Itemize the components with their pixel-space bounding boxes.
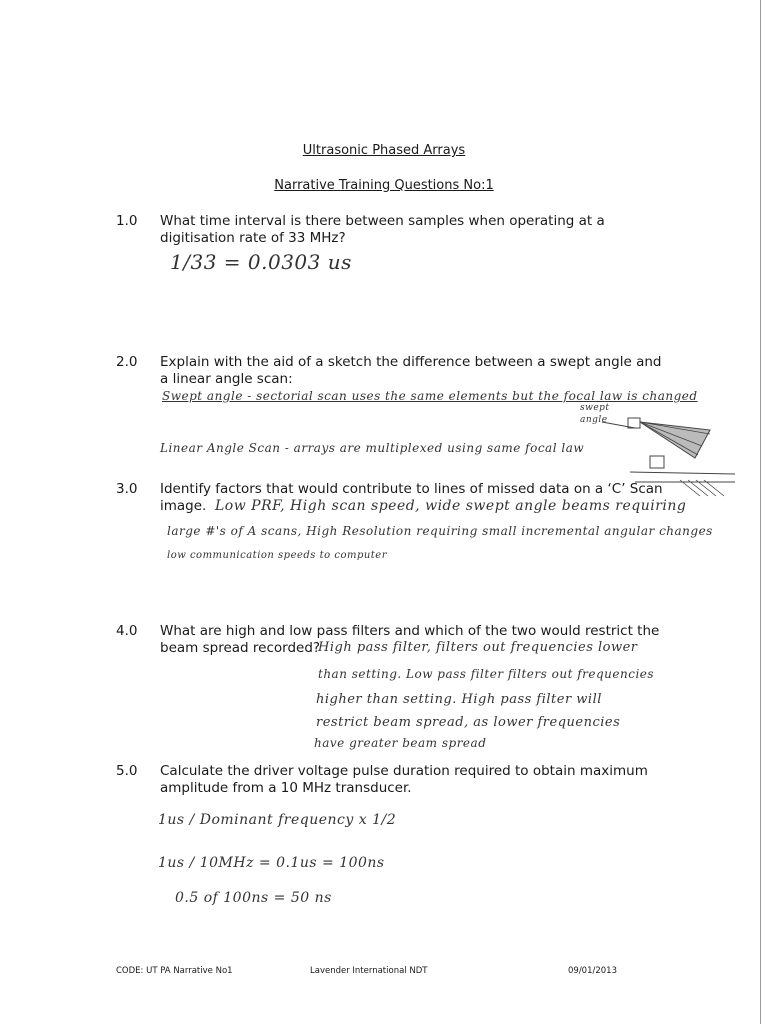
question-number: 1.0	[116, 213, 138, 229]
handwritten-answer: than setting. Low pass filter filters out frequencies	[318, 667, 655, 681]
question-line: digitisation rate of 33 MHz?	[160, 230, 346, 246]
document-subtitle: Narrative Training Questions No:1	[274, 178, 494, 193]
handwritten-answer: 1/33 = 0.0303 us	[170, 250, 352, 274]
sketch-label: swept	[580, 403, 610, 413]
handwritten-answer: low communication speeds to computer	[167, 550, 388, 561]
handwritten-answer: large #'s of A scans, High Resolution requiring small incremental angular changes	[167, 524, 713, 538]
handwritten-answer: 1us / 10MHz = 0.1us = 100ns	[158, 855, 385, 871]
handwritten-answer: Swept angle - sectorial scan uses the same elements but the focal law is changed	[162, 389, 698, 403]
handwritten-answer: have greater beam spread	[314, 736, 487, 750]
footer-date: 09/01/2013	[568, 966, 617, 976]
question-number: 5.0	[116, 763, 138, 779]
handwritten-answer: higher than setting. High pass filter will	[316, 692, 602, 707]
question-number: 3.0	[116, 481, 138, 497]
question-line: Calculate the driver voltage pulse duration required to obtain maximum	[160, 763, 648, 779]
question-text	[160, 763, 680, 797]
question-text	[160, 213, 680, 247]
sketch-label: angle	[580, 415, 608, 425]
handwritten-answer: Low PRF, High scan speed, wide swept angle beams requiring	[215, 498, 687, 514]
question-line: Explain with the aid of a sketch the difference between a swept angle and	[160, 354, 662, 370]
document-title: Ultrasonic Phased Arrays	[302, 143, 466, 158]
question-line: a linear angle scan:	[160, 371, 293, 387]
handwritten-answer: High pass filter, filters out frequencies lower	[318, 640, 638, 655]
handwritten-answer: 1us / Dominant frequency x 1/2	[158, 812, 397, 828]
footer-code: CODE: UT PA Narrative No1	[116, 966, 233, 976]
footer-company: Lavender International NDT	[310, 966, 428, 976]
question-line: What time interval is there between samples when operating at a	[160, 213, 605, 229]
question-line: What are high and low pass filters and which of the two would restrict the	[160, 623, 660, 639]
question-text	[160, 354, 680, 388]
question-line: image.	[160, 498, 207, 514]
handwritten-answer: restrict beam spread, as lower frequencies	[316, 715, 621, 730]
question-line: beam spread recorded?	[160, 640, 321, 656]
handwritten-answer: 0.5 of 100ns = 50 ns	[175, 890, 332, 906]
question-line: amplitude from a 10 MHz transducer.	[160, 780, 412, 796]
handwritten-answer: Linear Angle Scan - arrays are multiplexed using same focal law	[160, 441, 585, 455]
question-number: 2.0	[116, 354, 138, 370]
question-line: Identify factors that would contribute to lines of missed data on a ‘C’ Scan	[160, 481, 663, 497]
question-number: 4.0	[116, 623, 138, 639]
